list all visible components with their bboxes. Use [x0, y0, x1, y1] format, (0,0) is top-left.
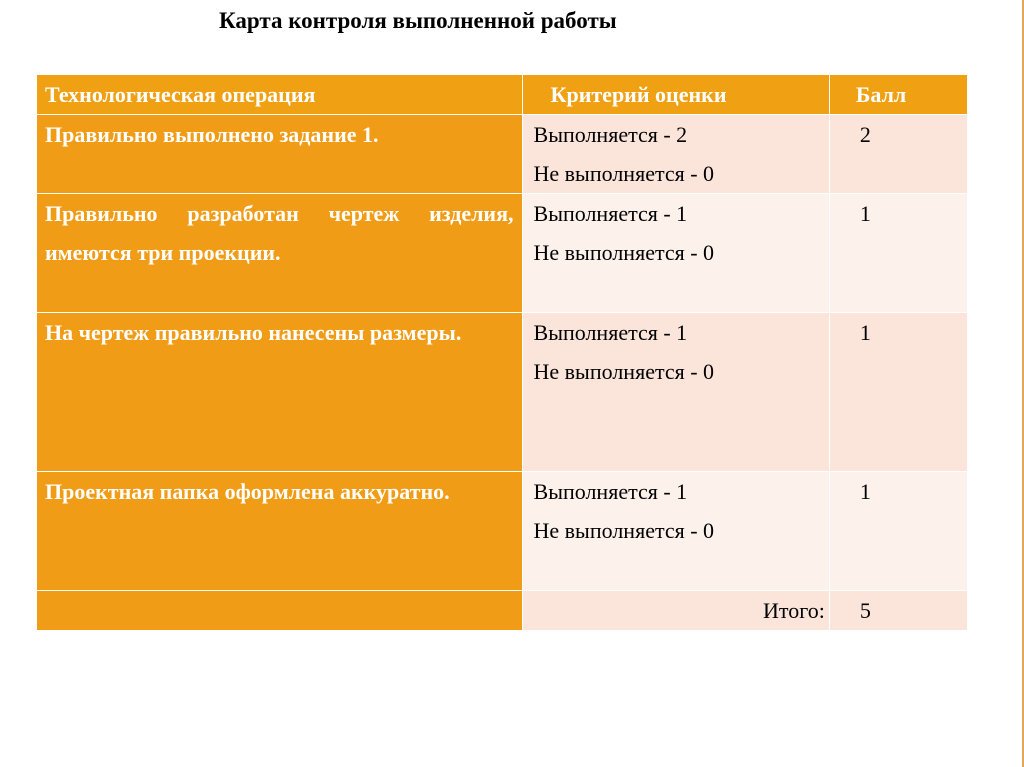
score-cell: 1 — [829, 313, 967, 472]
operation-cell: Правильно разработан чертеж изделия, имеются три проекции. — [37, 194, 523, 313]
criteria-cell — [522, 194, 829, 313]
header-criteria: Критерий оценки — [522, 75, 829, 115]
total-empty-cell — [37, 591, 523, 631]
criteria-fail: Не выполняется - 0 — [533, 359, 715, 384]
table-row — [37, 194, 968, 313]
header-score: Балл — [829, 75, 967, 115]
assessment-table — [36, 74, 968, 631]
total-label: Итого: — [522, 591, 829, 631]
criteria-fail: Не выполняется - 0 — [533, 518, 715, 543]
table-header-row — [37, 75, 968, 115]
score-cell: 2 — [829, 115, 967, 194]
total-value: 5 — [829, 591, 967, 631]
table-row — [37, 472, 968, 591]
score-cell: 1 — [829, 194, 967, 313]
criteria-pass: Выполняется - 1 — [533, 320, 688, 345]
operation-cell: Правильно выполнено задание 1. — [37, 115, 523, 194]
header-operation: Технологическая операция — [37, 75, 523, 115]
criteria-fail: Не выполняется - 0 — [533, 161, 715, 186]
table-row — [37, 115, 968, 194]
criteria-pass: Выполняется - 2 — [533, 122, 688, 147]
page-title: Карта контроля выполненной работы — [219, 8, 617, 33]
criteria-cell — [522, 313, 829, 472]
total-row — [37, 591, 968, 631]
criteria-fail: Не выполняется - 0 — [533, 240, 715, 265]
criteria-pass: Выполняется - 1 — [533, 479, 688, 504]
criteria-pass: Выполняется - 1 — [533, 201, 688, 226]
score-cell: 1 — [829, 472, 967, 591]
criteria-cell — [522, 115, 829, 194]
operation-cell: На чертеж правильно нанесены размеры. — [37, 313, 523, 472]
criteria-cell — [522, 472, 829, 591]
table-row — [37, 313, 968, 472]
operation-cell: Проектная папка оформлена аккуратно. — [37, 472, 523, 591]
